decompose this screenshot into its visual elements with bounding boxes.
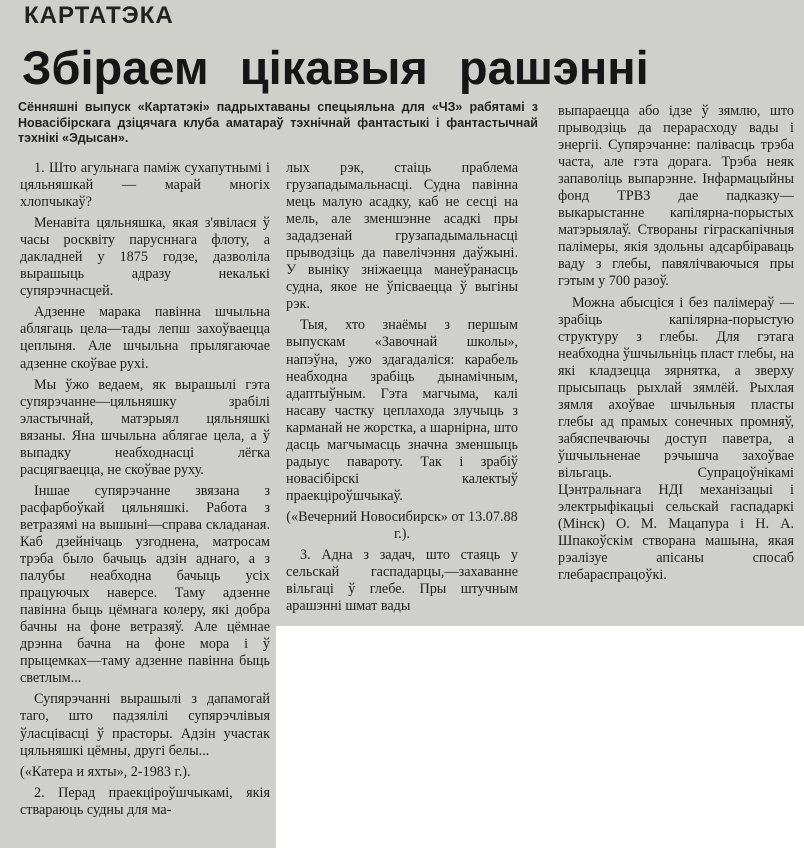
paragraph: выпараецца або ідзе ў зямлю, што прыводзіць да перарасходу вады і энергіі. Супярэчанне: палівасць трэба часта, але гэта дорага. Трэба неяк запаволіць выпарэнне. Інфармацыйны фонд ТРВЗ дае падказку—выкарыстанне капілярна-порыстых матэрыялаў. Створаны гіграскапічныя палімеры, якія здольны адсарбіраваць ваду з глебы, павялічваючыся пры гэтым у 700 разоў. <box>558 103 794 290</box>
text-column-1 <box>20 160 270 823</box>
paragraph: 1. Што агульнага паміж сухапутнымі і цяльняшкай — марай многіх хлопчыкаў? <box>20 160 270 211</box>
paragraph: Супярэчанні вырашылі з дапамогай таго, што падзялілі супярэчлівыя ўласцівасці ў прасторы. Адзін участак цяльняшкі цёмны, другі белы... <box>20 691 270 759</box>
paragraph: Іншае супярэчанне звязана з расфарбоўкай цяльняшкі. Работа з ветразямі на вышыні—справа складаная. Каб дзейнічаць узгоднена, матросам трэба было бачыць адзін аднаго, а з палубы неабходна бачыць усіх працуючых наверсе. Таму адзенне павінна быць цёмнага колеру, які добра бачны на фоне ветразяў. Але цёмнае дрэнна бачна на фоне мора і ў прыцемках—таму адзенне павінна быць светлым... <box>20 482 270 687</box>
text-column-2 <box>286 160 518 619</box>
paragraph: Тыя, хто знаёмы з першым выпускам «Завочнай школы», напэўна, ужо здагадаліся: карабель неабходна зрабіць дынамічным, адаптыўным. Гэта магчыма, калі насаву частку цеплахода злучыць з карманай не жорстка, а шарнірна, што дасць магчымасць значна зменшыць радыус павароту. Так і зрабіў новасібірскі калектыў праекціроўшчыкаў. <box>286 317 518 504</box>
paragraph: лых рэк, стаіць праблема грузападымальнасці. Судна павінна мець малую асадку, каб не сесці на мель, але зменшэнне асадкі пры зададзенай грузападымальнасці прыводзіць да павелічэння даўжыні. У выніку зніжаецца манеўранасць судна, якое не ўпісваецца ў выгіны рэк. <box>286 160 518 313</box>
text-column-3 <box>558 103 794 588</box>
paragraph: Менавіта цяльняшка, якая з'явілася ў часы росквіту парусннага флоту, а дакладней у 1875 годзе, дазволіла вырашыць адразу некалькі супярэчнасцей. <box>20 215 270 300</box>
paragraph: 2. Перад праекціроўшчыкамі, якія ствараюць судны для ма- <box>20 784 270 818</box>
paragraph: 3. Адна з задач, што стаяць у сельскай гаспадарцы,—захаванне вільгаці ў глебе. Пры штучным арашэнні шмат вады <box>286 547 518 615</box>
paragraph: Можна абысціся і без палімераў — зрабіць капілярна-порыстую структуру з глебы. Для гэтага неабходна ўшчыльніць пласт глебы, на які кладзецца зярнятка, а зверху прысыпаць рыхлай зямлёй. Рыхлая зямля ахоўвае шчыльныя пласты глебы ад прамых сонечных промняў, забяспечваючы доступ паветра, а ўшчыльненае рэчышча захоўвае вільгаць. Супрацоўнікамі Цэнтральнага НДІ механізацыі і электрыфікацыі сельскай гаспадаркі (Мінск) О. М. Мацапура і Н. А. Шпакоўскім створана машына, якая рэалізуе апісаны спосаб глебараспрацоўкі. <box>558 294 794 584</box>
paragraph: Адзенне марака павінна шчыльна аблягаць цела—тады лепш захоўваецца цеплыня. Але шчыльна прылягаючае адзенне скоўвае рухі. <box>20 304 270 372</box>
article-intro: Сённяшні выпуск «Картатэкі» падрыхтаваны спецыяльна для «ЧЗ» рабятамі з Новасібірскага дзіцячага клуба аматараў тэхнічнай фантастыкі і фантастычнай тэхнікі «Эдысан». <box>18 100 538 145</box>
paragraph: Мы ўжо ведаем, як вырашылі гэта супярэчанне—цяльняшку зрабілі эластычнай, матэрыял цяльняшкі вязаны. Яна шчыльна аблягае цела, а ў выпадку неабходнасці лёгка расцягваецца, не скоўвае руху. <box>20 376 270 478</box>
source-citation: («Вечерний Новосибирск» от 13.07.88 г.). <box>286 508 518 542</box>
rubric-label: КАРТАТЭКА <box>24 2 174 29</box>
source-citation: («Катера и яхты», 2-1983 г.). <box>20 763 191 780</box>
article-headline: Збіраем цікавыя рашэнні <box>22 41 649 94</box>
